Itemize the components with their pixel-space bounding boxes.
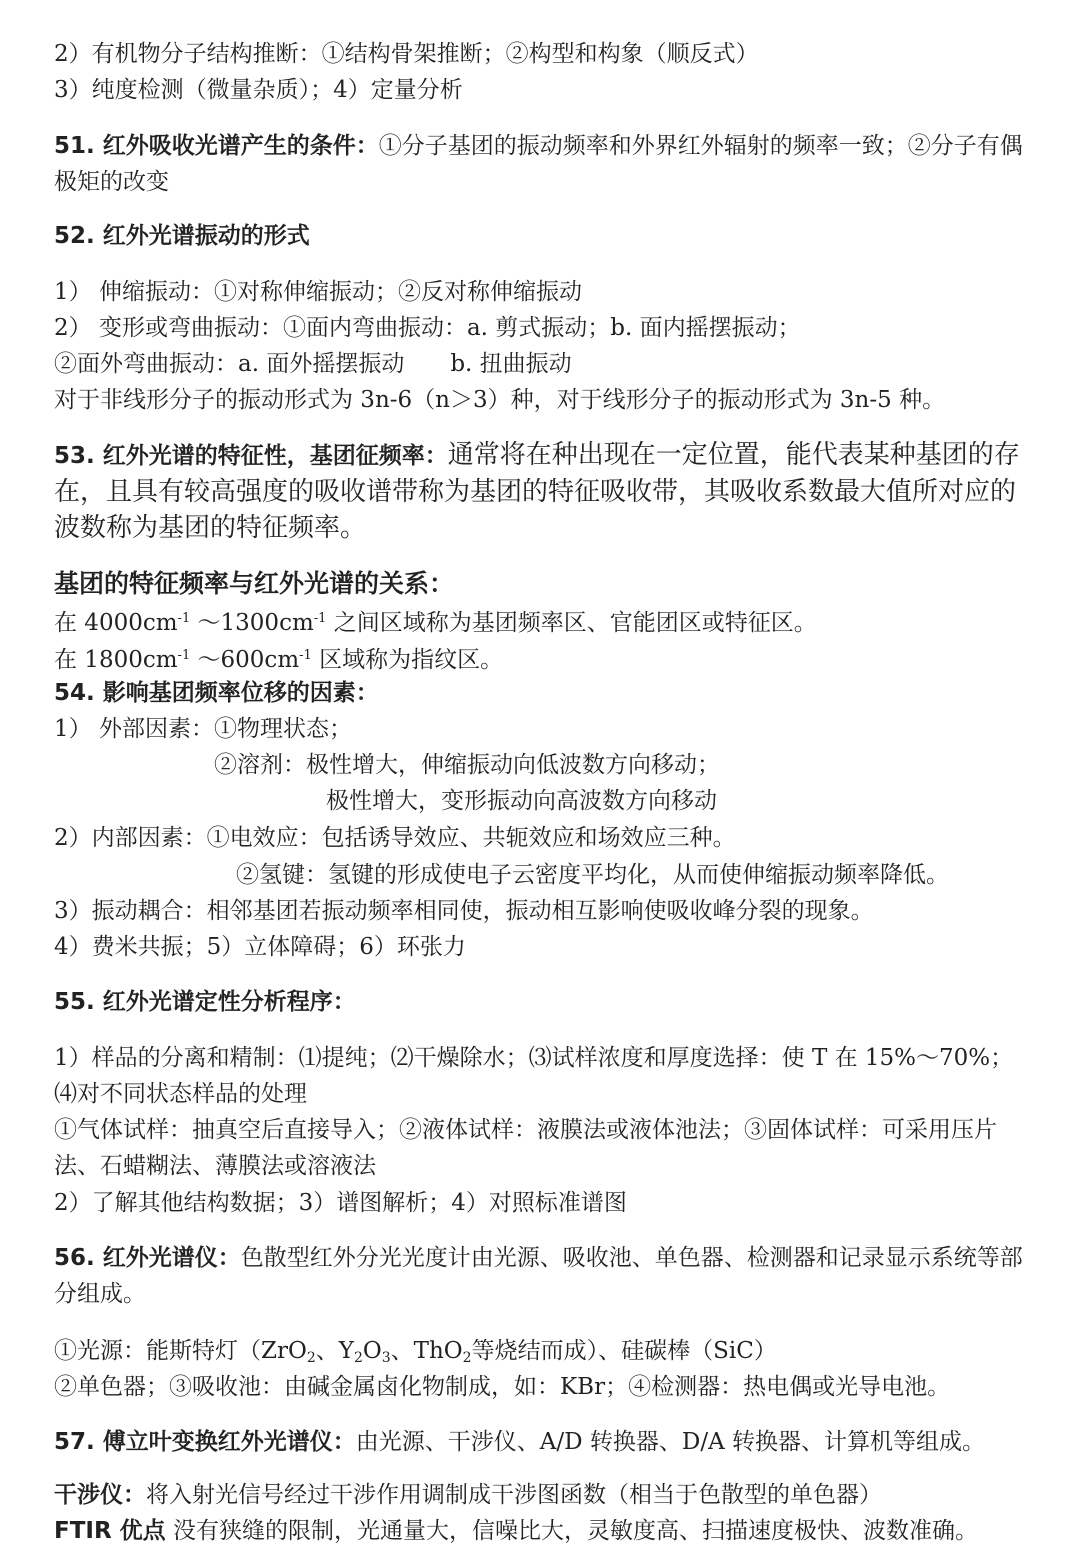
section-heading: 52. 红外光谱振动的形式 [54,223,310,249]
section-heading: 55. 红外光谱定性分析程序： [54,989,356,1015]
text-line: 对于非线形分子的振动形式为 3n-6（n＞3）种，对于线形分子的振动形式为 3n-5 种。 [54,387,946,413]
term-heading: 干涉仪： [54,1482,146,1508]
section-heading: 51. 红外吸收光谱产生的条件： [54,133,379,159]
text-line: ②氢键：氢键的形成使电子云密度平均化，从而使伸缩振动频率降低。 [236,862,949,888]
text-line: 2）有机物分子结构推断：①结构骨架推断；②构型和构象（顺反式） [54,41,759,67]
text-line: 在 $4000cm^{-1}$ $\sim 1300cm^{-1}$ 之间区域称为基团频率区、官能团区或特征区。 [54,610,817,636]
text-para: ①气体试样：抽真空后直接导入；②液体试样：液膜法或液体池法；③固体试样：可采用压片法、石蜡糊法、薄膜法或溶液法 [54,1117,997,1179]
section-heading: 54. 影响基团频率位移的因素： [54,680,379,706]
section-body: ①分子基团的振动频率和外界红外辐射的频率一致；②分子有偶极矩的改变 [54,133,1023,195]
section-heading: 53. 红外光谱的特征性，基团征频率： [54,443,448,469]
section-body: 由光源、干涉仪、A/D 转换器、D/A 转换器、计算机等组成。 [355,1429,985,1455]
section-heading: 57. 傅立叶变换红外光谱仪： [54,1429,356,1455]
subsection-heading: 基团的特征频率与红外光谱的关系： [54,569,455,598]
text-line: FTIR 优点 没有狭缝的限制，光通量大，信噪比大，灵敏度高、扫描速度极快、波数准确。 [54,1518,978,1544]
text-line: 2）了解其他结构数据；3）谱图解析；4）对照标准谱图 [54,1190,627,1216]
text-line: 3）振动耦合：相邻基团若振动频率相同使，振动相互影响使吸收峰分裂的现象。 [54,898,874,924]
section-53 [54,437,1028,546]
text-line: ②单色器；③吸收池：由碱金属卤化物制成，如：KBr；④检测器：热电偶或光导电池。 [54,1374,951,1400]
section-56 [54,1240,1028,1312]
section-body: 通常将在种出现在一定位置，能代表某种基团的存在，且具有较高强度的吸收谱带称为基团的特征吸收带，其吸收系数最大值所对应的波数称为基团的特征频率。 [54,440,1020,543]
text-line: ②溶剂：极性增大，伸缩振动向低波数方向移动； [214,752,720,778]
text-line: ②面外弯曲振动：a. 面外摇摆振动 b. 扭曲振动 [54,351,572,377]
text-line: 极性增大，变形振动向高波数方向移动 [326,788,717,814]
text-line: 在 $1800cm^{-1}$ $\sim 600cm^{-1}$ 区域称为指纹区。 [54,647,504,673]
text-line: 2） 变形或弯曲振动：①面内弯曲振动：a. 剪式振动；b. 面内摇摆振动； [54,315,801,341]
text-line: ①光源：能斯特灯（ZrO$_2$、$Y_2O_3$、ThO$_2$等烧结而成）、硅碳棒（SiC） [54,1338,777,1366]
section-57 [54,1424,1028,1460]
text-line: 2）内部因素：①电效应：包括诱导效应、共轭效应和场效应三种。 [54,825,736,851]
section-heading: 56. 红外光谱仪： [54,1245,241,1271]
text-line: 3）纯度检测（微量杂质）；4）定量分析 [54,77,463,103]
text-line: 干涉仪：将入射光信号经过干涉作用调制成干涉图函数（相当于色散型的单色器） [54,1482,882,1508]
section-body: 色散型红外分光光度计由光源、吸收池、单色器、检测器和记录显示系统等部分组成。 [54,1245,1023,1307]
text-line: 1） 外部因素：①物理状态； [54,716,352,742]
text-line: 1） 伸缩振动：①对称伸缩振动；②反对称伸缩振动 [54,279,582,305]
section-51 [54,128,1028,200]
term-heading: FTIR 优点 [54,1518,166,1544]
text-line: 4）费米共振；5）立体障碍；6）环张力 [54,934,466,960]
text-para: 1）样品的分离和精制：⑴提纯；⑵干燥除水；⑶试样浓度和厚度选择：使 T 在 15%～70%；⑷对不同状态样品的处理 [54,1045,1014,1107]
